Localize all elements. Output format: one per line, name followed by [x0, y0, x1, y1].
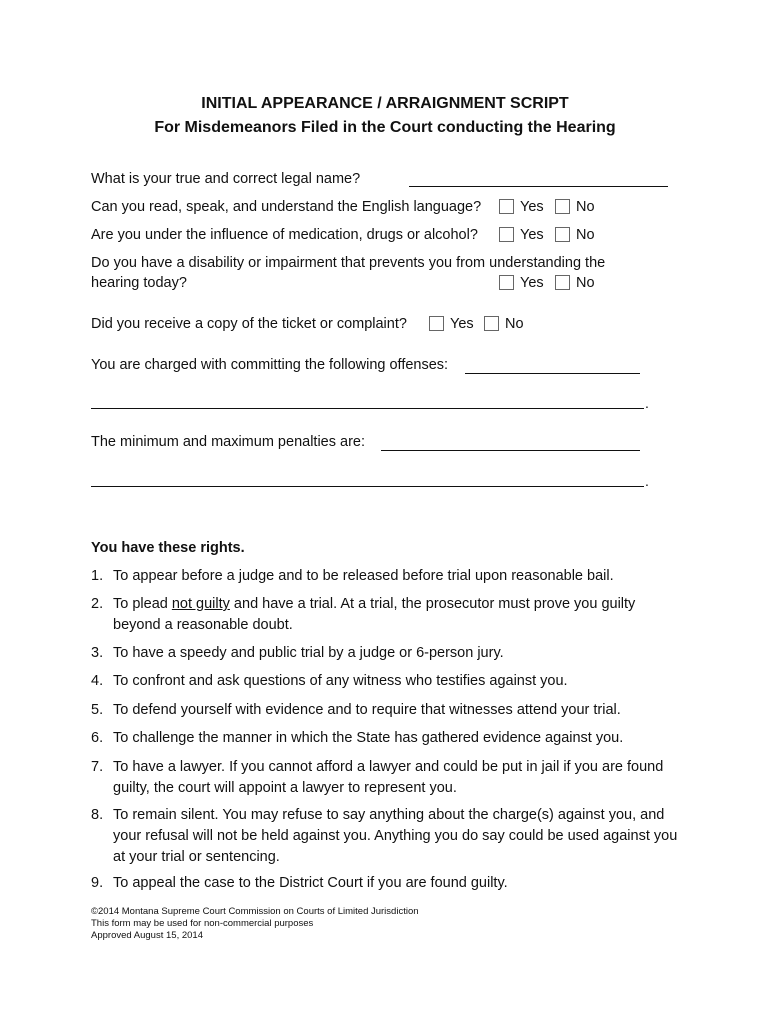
right-text: To challenge the manner in which the State has gathered evidence against you. — [113, 730, 624, 746]
right-item — [91, 671, 681, 692]
right-text: To remain silent. You may refuse to say anything about the charge(s) against you, and your refusal will not be held against you. Anything you do say could be used against you at your trial or sentencing. — [113, 807, 678, 865]
english-yes-label: Yes — [520, 199, 544, 215]
right-text: To defend yourself with evidence and to require that witnesses attend your trial. — [113, 702, 621, 718]
right-item — [91, 728, 681, 749]
footer-copyright: ©2014 Montana Supreme Court Commission on Courts of Limited Jurisdiction — [91, 906, 419, 917]
footer-approved: Approved August 15, 2014 — [91, 930, 203, 941]
right-text-post: and have a trial. At a trial, the prosecutor must prove you guilty beyond a reasonable doubt. — [113, 596, 636, 633]
right-number: 6. — [91, 730, 104, 746]
document-subtitle: For Misdemeanors Filed in the Court conducting the Hearing — [154, 119, 616, 136]
right-text: To have a speedy and public trial by a judge or 6-person jury. — [113, 645, 504, 661]
rights-heading: You have these rights. — [91, 540, 245, 556]
influence-yes-checkbox[interactable] — [499, 227, 514, 242]
footer-usage: This form may be used for non-commercial purposes — [91, 918, 314, 929]
right-number: 9. — [91, 875, 104, 891]
right-number: 3. — [91, 645, 104, 661]
right-number: 5. — [91, 702, 104, 718]
right-number: 2. — [91, 596, 104, 612]
copy-yes-checkbox[interactable] — [429, 316, 444, 331]
question-disability-line1: Do you have a disability or impairment that prevents you from understanding the — [91, 255, 606, 271]
influence-yes-label: Yes — [520, 227, 544, 243]
right-item — [91, 566, 681, 587]
right-item — [91, 594, 681, 636]
right-item — [91, 873, 681, 894]
influence-no-label: No — [576, 227, 595, 243]
question-legal-name: What is your true and correct legal name? — [91, 171, 361, 187]
right-text — [113, 594, 681, 636]
disability-no-checkbox[interactable] — [555, 275, 570, 290]
disability-no-label: No — [576, 275, 595, 291]
right-number: 4. — [91, 673, 104, 689]
right-text: To confront and ask questions of any witness who testifies against you. — [113, 673, 568, 689]
question-copy: Did you receive a copy of the ticket or complaint? — [91, 316, 407, 332]
right-number: 8. — [91, 807, 104, 823]
question-charged: You are charged with committing the following offenses: — [91, 357, 449, 373]
copy-yes-label: Yes — [450, 316, 474, 332]
penalties-field-1[interactable] — [381, 450, 640, 451]
question-influence: Are you under the influence of medication, drugs or alcohol? — [91, 227, 478, 243]
right-item — [91, 643, 681, 664]
english-no-label: No — [576, 199, 595, 215]
question-disability-line2: hearing today? — [91, 275, 187, 291]
right-text: To have a lawyer. If you cannot afford a lawyer and could be put in jail if you are found guilty, the court will appoint a lawyer to represent you. — [113, 759, 664, 796]
disability-yes-checkbox[interactable] — [499, 275, 514, 290]
document-title: INITIAL APPEARANCE / ARRAIGNMENT SCRIPT — [201, 95, 569, 112]
right-number: 1. — [91, 568, 104, 584]
copy-no-checkbox[interactable] — [484, 316, 499, 331]
right-item — [91, 700, 681, 721]
influence-no-checkbox[interactable] — [555, 227, 570, 242]
footer — [91, 906, 419, 942]
not-guilty-underlined: not guilty — [171, 596, 230, 612]
legal-name-field[interactable] — [409, 186, 668, 187]
offenses-field-1[interactable] — [465, 373, 640, 374]
copy-no-label: No — [505, 316, 524, 332]
right-text: To appeal the case to the District Court if you are found guilty. — [113, 875, 508, 891]
english-yes-checkbox[interactable] — [499, 199, 514, 214]
english-no-checkbox[interactable] — [555, 199, 570, 214]
offenses-period: . — [645, 395, 649, 411]
right-item — [91, 805, 681, 868]
right-number: 7. — [91, 759, 104, 775]
disability-yes-label: Yes — [520, 275, 544, 291]
right-text-pre: To plead — [113, 596, 172, 612]
right-item — [91, 757, 681, 799]
right-text: To appear before a judge and to be released before trial upon reasonable bail. — [113, 568, 614, 584]
penalties-period: . — [645, 473, 649, 489]
question-penalties: The minimum and maximum penalties are: — [91, 434, 365, 450]
offenses-field-2[interactable] — [91, 408, 644, 409]
penalties-field-2[interactable] — [91, 486, 644, 487]
question-english: Can you read, speak, and understand the English language? — [91, 199, 482, 215]
